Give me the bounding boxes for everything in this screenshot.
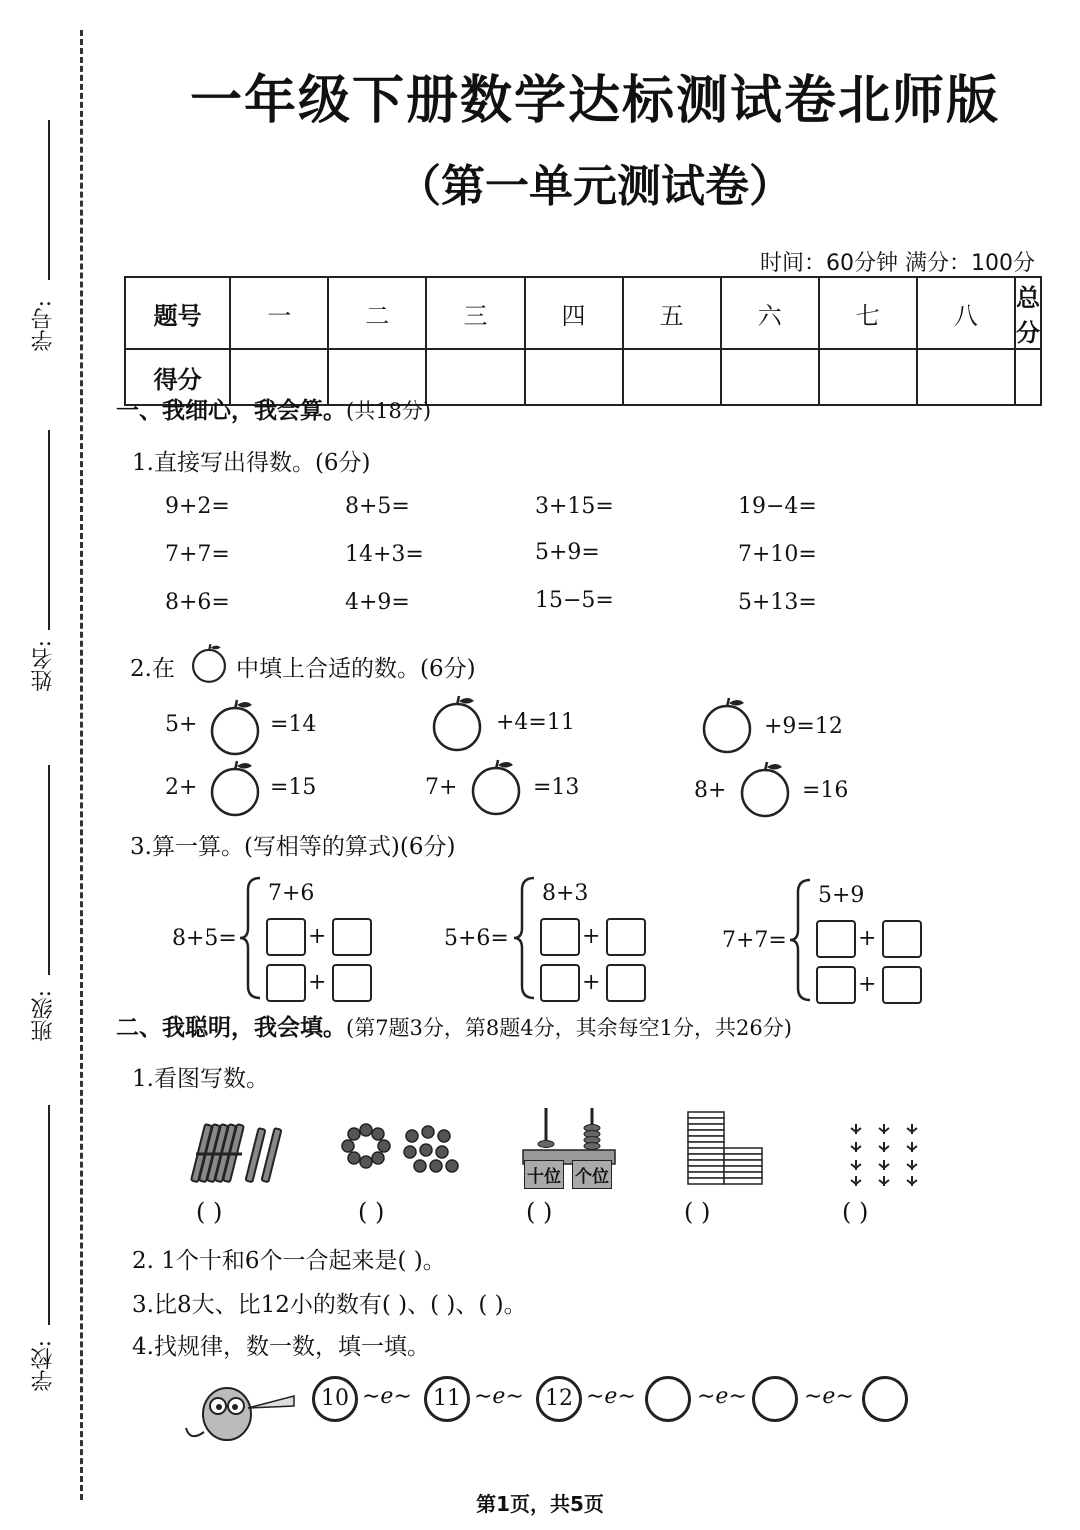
table-header-cell: 七 [819,277,917,349]
equation: 8+5= [345,494,410,519]
left-brace-icon [238,876,264,1000]
equation: 15−5= [535,588,614,613]
answer-blank[interactable]: ( ) [358,1198,385,1226]
apple-icon[interactable] [206,698,264,756]
answer-box[interactable] [540,918,580,956]
equation: 7+7= [165,542,230,567]
q2-1-label: 1.看图写数。 [132,1066,269,1092]
write-line [48,1105,50,1325]
equation-right: =14 [270,712,317,737]
decompose-lhs: 5+6= [444,926,509,951]
connector-squiggle: ∼ℯ∼ [474,1384,524,1409]
section-2-title-text: 二、我聪明，我会填。 [116,1014,346,1041]
table-header-cell: 五 [623,277,721,349]
decompose-given: 8+3 [542,881,589,906]
section-2-title [116,1009,792,1042]
side-label-class: 班级: [31,990,56,1042]
left-brace-icon [788,878,814,1002]
sprouts-icon [846,1116,926,1192]
equation-right: +4=11 [496,710,575,735]
equation-right: =16 [802,778,849,803]
abacus-tens-label: 十位 [524,1160,564,1189]
stacked-blocks-icon [686,1110,796,1192]
pattern-circle-blank[interactable] [752,1376,798,1422]
decompose-given: 7+6 [268,881,315,906]
answer-box[interactable] [266,964,306,1002]
answer-box[interactable] [882,966,922,1004]
pattern-circle: 10 [312,1376,358,1422]
plus-sign: + [858,926,877,951]
equation: 8+6= [165,590,230,615]
equation-left: 2+ [165,775,198,800]
equation-left: 7+ [425,775,458,800]
section-2-note: (第7题3分，第8题4分，其余每空1分，共26分) [346,1016,792,1040]
answer-box[interactable] [540,964,580,1002]
score-cell[interactable] [917,349,1015,405]
answer-blank[interactable]: ( ) [684,1198,711,1226]
page-subtitle: （第一单元测试卷） [397,161,793,212]
table-header-cell: 八 [917,277,1015,349]
pattern-circle-blank[interactable] [645,1376,691,1422]
q2-4-label: 4.找规律，数一数，填一填。 [132,1334,430,1360]
q2-3-text: 3.比8大、比12小的数有( )、( )、( )。 [132,1292,527,1318]
score-cell[interactable] [525,349,623,405]
connector-squiggle: ∼ℯ∼ [804,1384,854,1409]
answer-blank[interactable]: ( ) [526,1198,553,1226]
write-line [48,430,50,630]
pattern-circle: 11 [424,1376,470,1422]
score-cell[interactable] [623,349,721,405]
page-footer: 第1页，共5页 [476,1492,604,1516]
score-cell[interactable] [426,349,524,405]
score-cell[interactable] [721,349,819,405]
apple-icon[interactable] [428,694,486,752]
connector-squiggle: ∼ℯ∼ [586,1384,636,1409]
equation-left: 8+ [694,778,727,803]
decompose-lhs: 8+5= [172,926,237,951]
page-title: 一年级下册数学达标测试卷北师版 [189,71,1000,131]
decompose-lhs: 7+7= [722,928,787,953]
plus-sign: + [308,970,327,995]
student-number-field[interactable] [28,120,68,380]
answer-box[interactable] [606,918,646,956]
side-label-student-number: 学号: [31,300,56,352]
write-line [48,765,50,975]
class-field[interactable] [28,765,68,1055]
section-1-note: (共18分) [346,399,432,423]
apple-icon[interactable] [698,696,756,754]
time-and-score-info: 时间：60分钟 满分：100分 [760,251,1035,276]
apple-icon [188,642,230,684]
equation-left: 5+ [165,712,198,737]
answer-box[interactable] [606,964,646,1002]
binding-dashed-line [80,30,83,1500]
side-label-school: 学校: [31,1340,56,1392]
score-table [124,276,1042,406]
owl-mascot-icon [182,1372,302,1452]
name-field[interactable] [28,430,68,710]
left-brace-icon [512,876,538,1000]
plus-sign: + [582,924,601,949]
score-cell[interactable] [1015,349,1041,405]
decompose-given: 5+9 [818,883,865,908]
table-header-cell: 总分 [1015,277,1041,349]
apple-icon[interactable] [736,760,794,818]
connector-squiggle: ∼ℯ∼ [697,1384,747,1409]
pattern-circle: 12 [536,1376,582,1422]
table-header-cell: 六 [721,277,819,349]
section-1-title [116,392,431,425]
equation: 19−4= [738,494,817,519]
equation: 7+10= [738,542,817,567]
table-row [125,277,1041,349]
table-header-cell: 四 [525,277,623,349]
equation-right: =13 [533,775,580,800]
abacus-icon [522,1106,616,1166]
answer-box[interactable] [266,918,306,956]
q1-1-label: 1.直接写出得数。(6分) [132,450,371,476]
answer-blank[interactable]: ( ) [196,1198,223,1226]
apple-icon[interactable] [467,758,525,816]
plus-sign: + [308,924,327,949]
connector-squiggle: ∼ℯ∼ [362,1384,412,1409]
q2-2-text: 2. 1个十和6个一合起来是( )。 [132,1248,446,1274]
answer-box[interactable] [816,920,856,958]
side-label-name: 姓名: [31,640,56,692]
bundled-sticks-icon [188,1118,288,1190]
score-cell[interactable] [819,349,917,405]
equation-right: =15 [270,775,317,800]
q1-3-label: 3.算一算。(写相等的算式)(6分) [130,834,456,860]
answer-box[interactable] [332,964,372,1002]
q1-2-label-before: 2.在 [130,656,175,682]
answer-box[interactable] [332,918,372,956]
abacus-ones-label: 个位 [572,1160,612,1189]
q1-2-label-after: 中填上合适的数。(6分) [236,656,476,682]
apple-icon[interactable] [206,759,264,817]
beads-icon [340,1120,464,1174]
table-header-cell: 二 [328,277,426,349]
answer-blank[interactable]: ( ) [842,1198,869,1226]
equation: 9+2= [165,494,230,519]
plus-sign: + [858,972,877,997]
section-1-title-text: 一、我细心，我会算。 [116,397,346,424]
answer-box[interactable] [882,920,922,958]
table-header-cell: 题号 [125,277,230,349]
school-field[interactable] [28,1105,68,1405]
write-line [48,120,50,280]
answer-box[interactable] [816,966,856,1004]
score-row-label: 得分 [125,349,230,405]
pattern-circle-blank[interactable] [862,1376,908,1422]
equation: 3+15= [535,494,614,519]
equation: 5+13= [738,590,817,615]
table-header-cell: 三 [426,277,524,349]
plus-sign: + [582,970,601,995]
equation: 4+9= [345,590,410,615]
table-header-cell: 一 [230,277,328,349]
equation-right: +9=12 [764,714,843,739]
equation: 5+9= [535,540,600,565]
equation: 14+3= [345,542,424,567]
